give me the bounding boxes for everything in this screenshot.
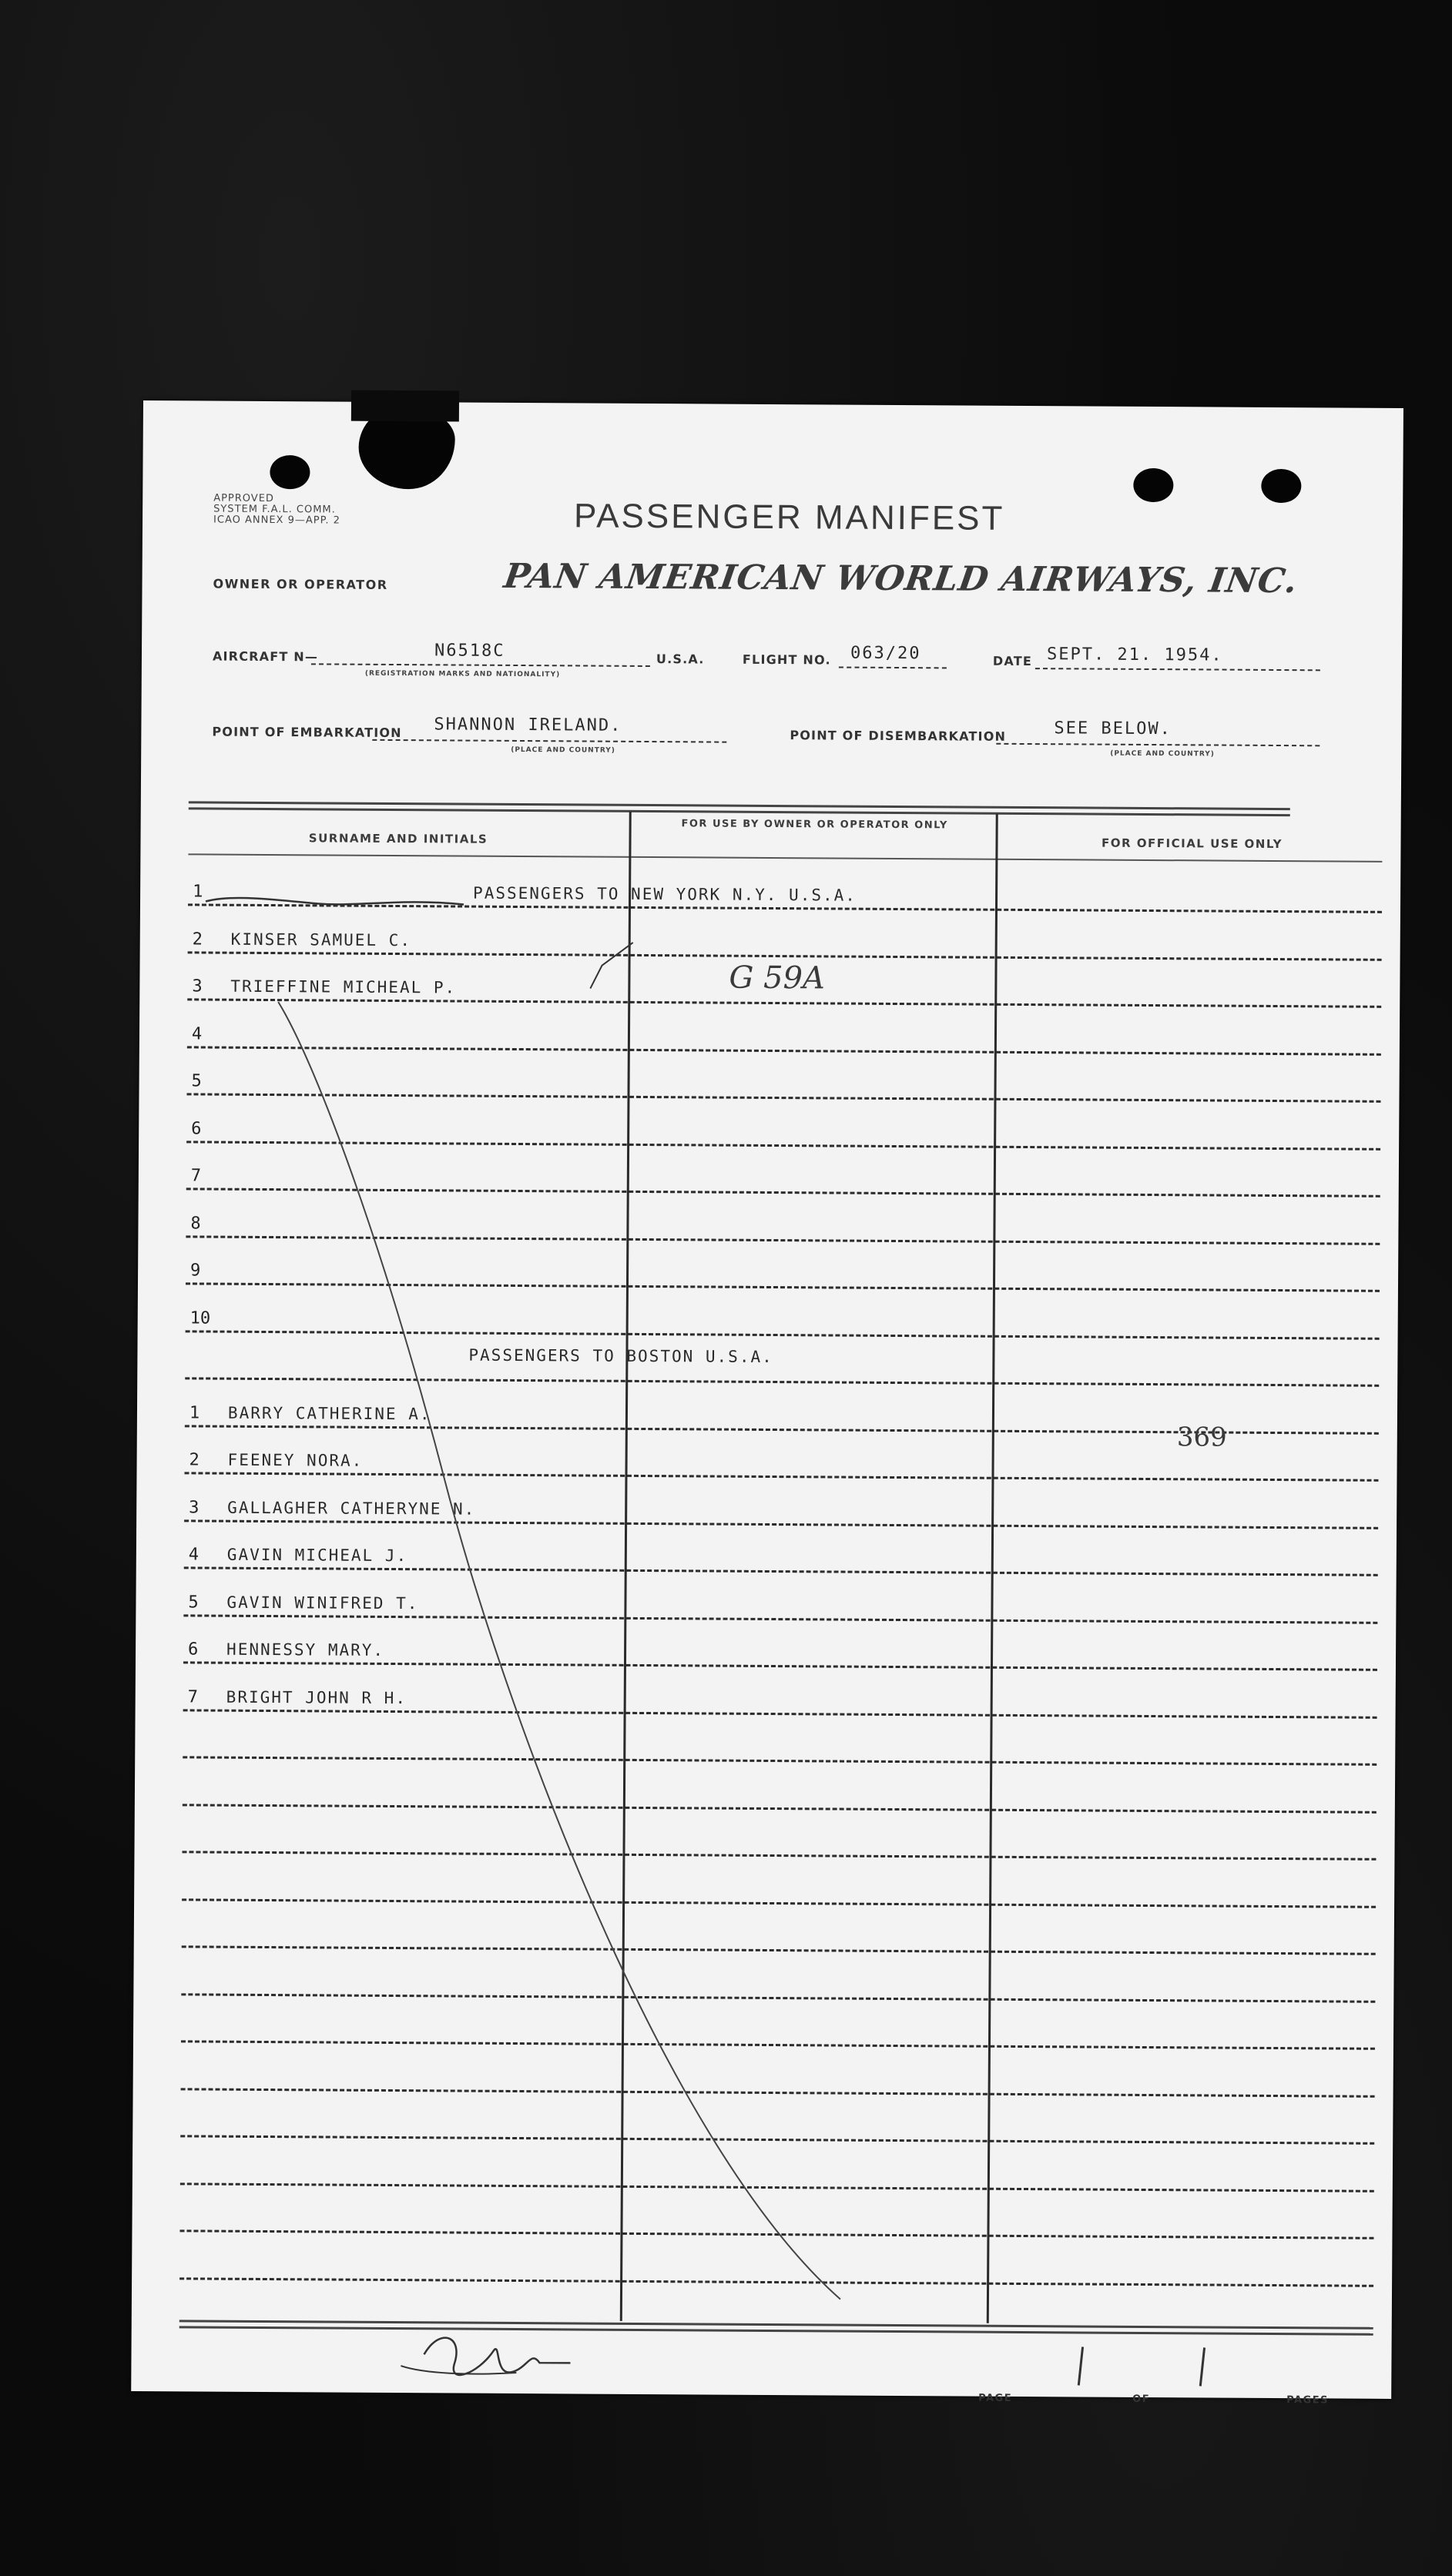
row-number: 2 <box>192 929 203 949</box>
row-number: 1 <box>193 882 203 902</box>
passenger-name: GAVIN WINIFRED T. <box>226 1593 419 1613</box>
disembarkation-sub: (PLACE AND COUNTRY) <box>1110 749 1215 759</box>
airline-name: PAN AMERICAN WORLD AIRWAYS, INC. <box>501 556 1301 601</box>
owner-use-column-header: FOR USE BY OWNER OR OPERATOR ONLY <box>681 818 948 832</box>
row-number: 7 <box>187 1687 199 1707</box>
row-number: 9 <box>190 1261 201 1281</box>
disembarkation-value: SEE BELOW. <box>1054 719 1172 739</box>
approval-line: ICAO ANNEX 9—APP. 2 <box>213 514 340 527</box>
of-label: OF <box>1132 2393 1151 2406</box>
official-number: 369 <box>1176 1422 1227 1453</box>
flight-label: FLIGHT NO. <box>742 652 831 668</box>
row-number: 1 <box>189 1402 200 1422</box>
row-number: 3 <box>192 976 203 997</box>
pen-marks <box>131 400 1403 2399</box>
passenger-name: TRIEFFINE MICHEAL P. <box>230 976 457 997</box>
row-number: 2 <box>189 1450 200 1470</box>
row-number: 6 <box>188 1640 199 1660</box>
row-number: 5 <box>191 1071 202 1091</box>
pages-label: PAGES <box>1286 2394 1330 2407</box>
approval-line: APPROVED <box>213 492 275 505</box>
aircraft-sub: (REGISTRATION MARKS AND NATIONALITY) <box>364 669 561 679</box>
page-number-stroke <box>1078 2347 1082 2385</box>
passenger-name: GALLAGHER CATHERYNE N. <box>227 1498 476 1519</box>
disembarkation-label: POINT OF DISEMBARKATION <box>790 728 1007 744</box>
page-label: PAGE <box>978 2392 1013 2404</box>
row-number: 6 <box>191 1118 202 1138</box>
usa-label: U.S.A. <box>656 652 705 667</box>
embarkation-label: POINT OF EMBARKATION <box>212 724 402 741</box>
row-number: 4 <box>188 1545 200 1565</box>
form-title: PASSENGER MANIFEST <box>573 497 1005 538</box>
page-count-stroke <box>1200 2347 1204 2386</box>
embarkation-value: SHANNON IRELAND. <box>434 715 622 735</box>
embarkation-sub: (PLACE AND COUNTRY) <box>511 745 615 755</box>
row-number: 4 <box>191 1023 203 1043</box>
passenger-name: FEENEY NORA. <box>227 1450 364 1470</box>
strike-scribble <box>206 898 464 906</box>
passenger-name: GAVIN MICHEAL J. <box>226 1545 408 1566</box>
passenger-name: HENNESSY MARY. <box>226 1640 385 1660</box>
official-use-column-header: FOR OFFICIAL USE ONLY <box>1101 836 1283 852</box>
aircraft-label: AIRCRAFT N— <box>212 648 319 665</box>
row-number: 8 <box>190 1213 201 1233</box>
manifest-page <box>131 400 1403 2407</box>
signature-underline <box>401 2366 516 2374</box>
passenger-name: BARRY CATHERINE A. <box>227 1403 431 1423</box>
aircraft-value: N6518C <box>434 641 505 661</box>
owner-label: OWNER OR OPERATOR <box>213 576 388 592</box>
passenger-name: BRIGHT JOHN R H. <box>226 1687 407 1707</box>
date-label: DATE <box>992 653 1033 669</box>
row-number: 3 <box>189 1497 200 1517</box>
passenger-name: KINSER SAMUEL C. <box>230 930 412 950</box>
flight-value: 063/20 <box>850 643 921 664</box>
diagonal-pen-line <box>270 1002 848 2299</box>
row-number: 7 <box>190 1166 202 1186</box>
approval-line: SYSTEM F.A.L. COMM. <box>213 503 336 516</box>
surname-column-header: SURNAME AND INITIALS <box>308 831 488 846</box>
boston-section-header: PASSENGERS TO BOSTON U.S.A. <box>468 1345 773 1367</box>
handwritten-note: G 59A <box>729 960 826 997</box>
row-number: 5 <box>188 1592 199 1612</box>
ny-section-header: PASSENGERS TO NEW YORK N.Y. U.S.A. <box>473 883 857 905</box>
signature <box>424 2337 570 2375</box>
check-mark <box>590 943 632 989</box>
row-number: 10 <box>189 1308 211 1328</box>
date-value: SEPT. 21. 1954. <box>1046 645 1223 665</box>
